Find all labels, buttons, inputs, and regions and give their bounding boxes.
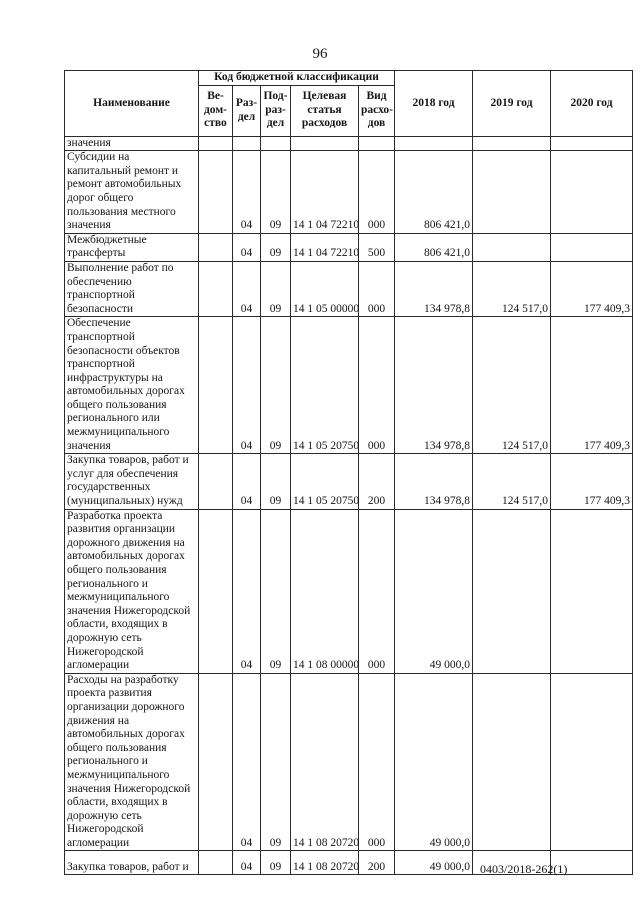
- table-row: [65, 454, 633, 509]
- row-name: Закупка товаров, работ и: [65, 851, 199, 875]
- table-body: [65, 136, 633, 875]
- row-value-2020: [551, 233, 633, 261]
- row-target-article: 14 1 08 20720: [291, 851, 359, 875]
- row-target-article: 14 1 08 00000: [291, 509, 359, 673]
- row-value-2018: 134 978,8: [395, 454, 473, 509]
- row-value-2018: [395, 136, 473, 151]
- table-row: [65, 673, 633, 851]
- table-row: [65, 261, 633, 316]
- header-year-2019: 2019 год: [473, 71, 551, 137]
- row-vedomstvo: [199, 851, 233, 875]
- row-vedomstvo: [199, 673, 233, 851]
- header-year-2018: 2018 год: [395, 71, 473, 137]
- header-year-2020: 2020 год: [551, 71, 633, 137]
- row-vedomstvo: [199, 317, 233, 454]
- row-value-2018: 134 978,8: [395, 261, 473, 316]
- row-target-article: 14 1 04 72210: [291, 151, 359, 234]
- row-value-2019: [473, 151, 551, 234]
- row-podrazdel: 09: [261, 509, 291, 673]
- row-value-2020: 177 409,3: [551, 317, 633, 454]
- row-target-article: [291, 136, 359, 151]
- row-razdel: 04: [233, 454, 261, 509]
- table-row: [65, 233, 633, 261]
- row-target-article: 14 1 05 00000: [291, 261, 359, 316]
- row-name: значения: [65, 136, 199, 151]
- row-vedomstvo: [199, 151, 233, 234]
- row-razdel: 04: [233, 151, 261, 234]
- row-target-article: 14 1 05 20750: [291, 454, 359, 509]
- row-podrazdel: 09: [261, 261, 291, 316]
- row-expense-type: 000: [359, 673, 395, 851]
- row-name: Закупка товаров, работ и услуг для обеспечения государственных (муниципальных) нужд: [65, 454, 199, 509]
- header-row-top: [65, 71, 633, 86]
- row-value-2019: [473, 509, 551, 673]
- row-value-2018: 49 000,0: [395, 851, 473, 875]
- row-value-2018: 806 421,0: [395, 233, 473, 261]
- table-row: [65, 136, 633, 151]
- header-target-article: Целевая статья расходов: [291, 85, 359, 136]
- row-value-2018: 806 421,0: [395, 151, 473, 234]
- row-podrazdel: 09: [261, 454, 291, 509]
- row-podrazdel: [261, 136, 291, 151]
- row-name: Выполнение работ по обеспечению транспортной безопасности: [65, 261, 199, 316]
- header-razdel: Раз- дел: [233, 85, 261, 136]
- row-name: Расходы на разработку проекта развития организации дорожного движения на автомобильных дорогах общего пользования регионального и межмуниципального значения Нижегородской области, входящих в дорожную сеть Нижегородской агломерации: [65, 673, 199, 851]
- row-target-article: 14 1 04 72210: [291, 233, 359, 261]
- row-value-2019: 124 517,0: [473, 317, 551, 454]
- row-value-2020: [551, 673, 633, 851]
- page-number: 96: [312, 46, 328, 62]
- row-value-2020: [551, 509, 633, 673]
- row-expense-type: 200: [359, 851, 395, 875]
- row-razdel: [233, 136, 261, 151]
- row-vedomstvo: [199, 261, 233, 316]
- budget-table: [64, 70, 633, 875]
- row-value-2018: 49 000,0: [395, 673, 473, 851]
- row-razdel: 04: [233, 851, 261, 875]
- table-header: [65, 71, 633, 137]
- header-podrazdel: Под- раз- дел: [261, 85, 291, 136]
- row-value-2019: 124 517,0: [473, 261, 551, 316]
- row-vedomstvo: [199, 509, 233, 673]
- row-value-2019: [473, 233, 551, 261]
- row-expense-type: 000: [359, 509, 395, 673]
- row-name: Межбюджетные трансферты: [65, 233, 199, 261]
- row-target-article: 14 1 08 20720: [291, 673, 359, 851]
- row-value-2020: 177 409,3: [551, 454, 633, 509]
- row-value-2019: [473, 136, 551, 151]
- row-podrazdel: 09: [261, 233, 291, 261]
- table-row: [65, 509, 633, 673]
- row-razdel: 04: [233, 509, 261, 673]
- header-vedomstvo: Ве- дом- ство: [199, 85, 233, 136]
- row-vedomstvo: [199, 454, 233, 509]
- row-vedomstvo: [199, 233, 233, 261]
- row-razdel: 04: [233, 673, 261, 851]
- row-value-2020: 177 409,3: [551, 261, 633, 316]
- row-value-2018: 134 978,8: [395, 317, 473, 454]
- row-expense-type: [359, 136, 395, 151]
- row-expense-type: 000: [359, 261, 395, 316]
- row-value-2019: 124 517,0: [473, 454, 551, 509]
- header-name: Наименование: [65, 71, 199, 137]
- table-row: [65, 317, 633, 454]
- row-value-2018: 49 000,0: [395, 509, 473, 673]
- document-code: 0403/2018-262(1): [480, 862, 568, 876]
- row-name: Разработка проекта развития организации дорожного движения на автомобильных дорогах общего пользования регионального и межмуниципального значения Нижегородской области, входящих в дорожную сеть Нижегородской агломерации: [65, 509, 199, 673]
- row-expense-type: 000: [359, 317, 395, 454]
- row-expense-type: 500: [359, 233, 395, 261]
- row-target-article: 14 1 05 20750: [291, 317, 359, 454]
- row-razdel: 04: [233, 317, 261, 454]
- row-podrazdel: 09: [261, 851, 291, 875]
- row-vedomstvo: [199, 136, 233, 151]
- row-expense-type: 200: [359, 454, 395, 509]
- row-podrazdel: 09: [261, 151, 291, 234]
- row-expense-type: 000: [359, 151, 395, 234]
- row-name: Обеспечение транспортной безопасности объектов транспортной инфраструктуры на автомобильных дорогах общего пользования регионального или межмуниципального значения: [65, 317, 199, 454]
- header-expense-type: Вид расхо- дов: [359, 85, 395, 136]
- row-podrazdel: 09: [261, 317, 291, 454]
- table-row: [65, 151, 633, 234]
- row-name: Субсидии на капитальный ремонт и ремонт автомобильных дорог общего пользования местного значения: [65, 151, 199, 234]
- row-value-2020: [551, 151, 633, 234]
- row-razdel: 04: [233, 233, 261, 261]
- header-budget-classification: Код бюджетной классификации: [199, 71, 395, 86]
- row-value-2020: [551, 136, 633, 151]
- row-podrazdel: 09: [261, 673, 291, 851]
- row-value-2019: [473, 673, 551, 851]
- row-razdel: 04: [233, 261, 261, 316]
